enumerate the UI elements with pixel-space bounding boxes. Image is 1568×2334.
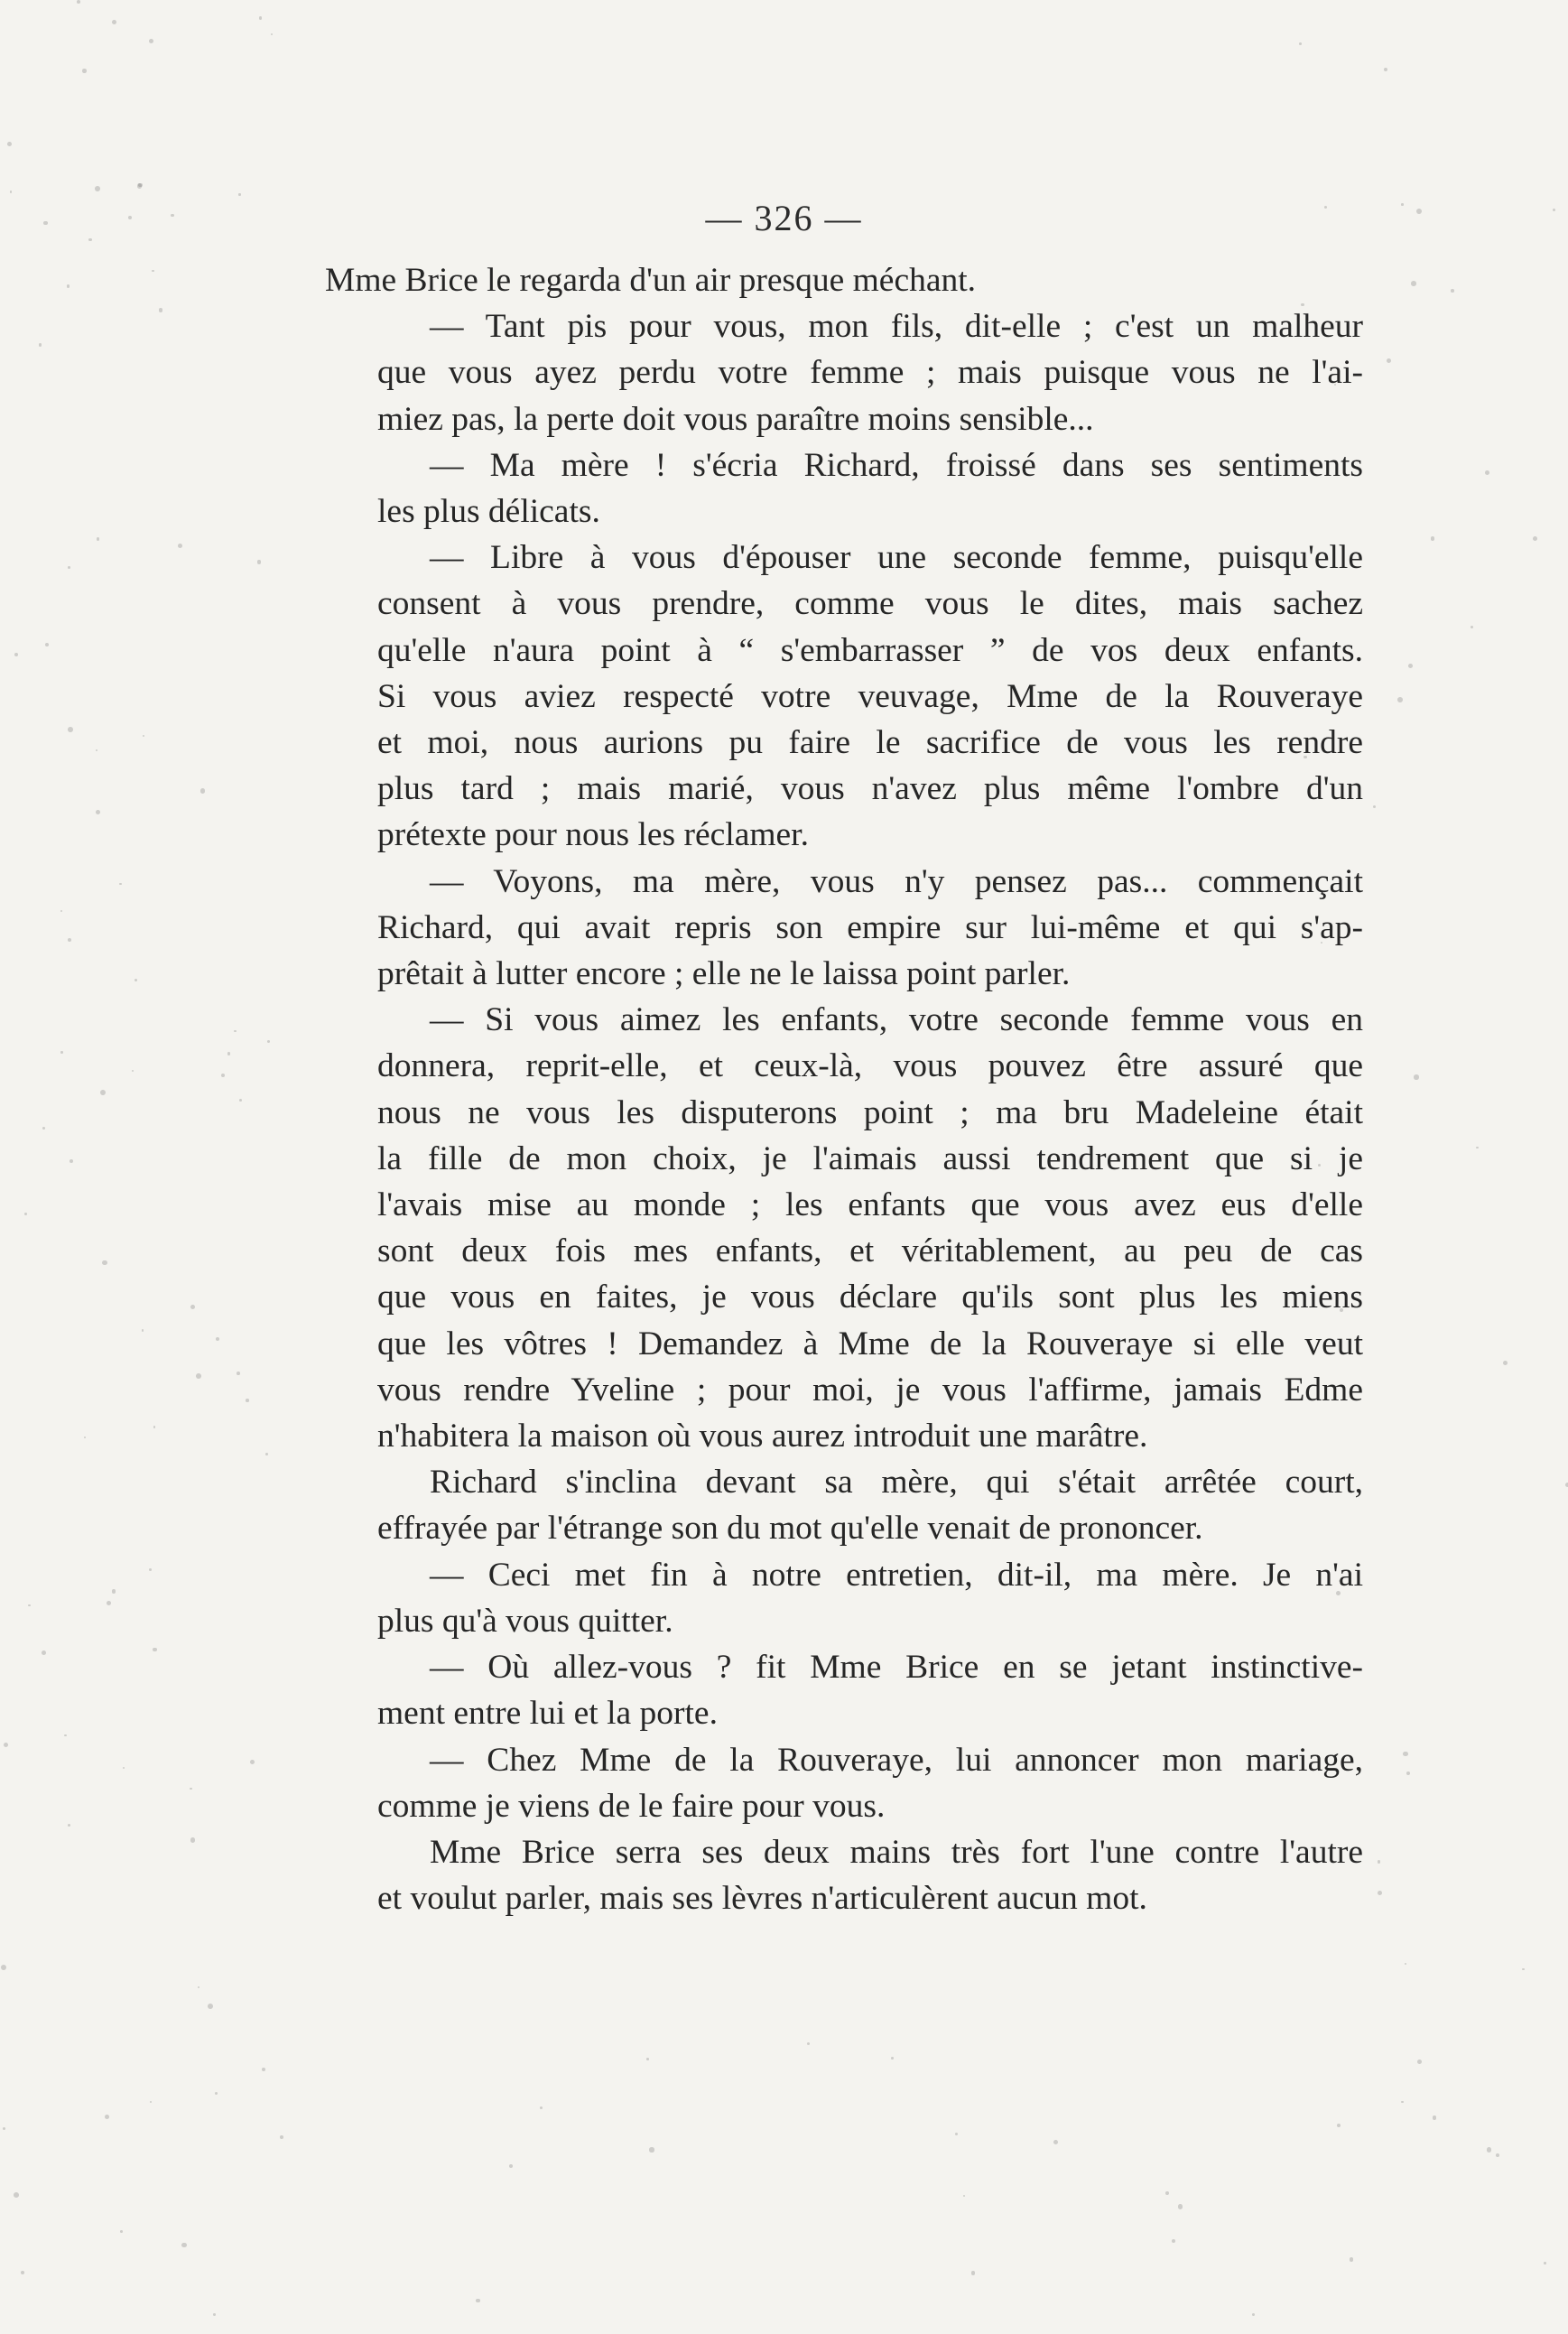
paper-speckle: [1340, 1308, 1343, 1312]
paper-speckle: [1350, 2257, 1354, 2262]
text-line: — Où allez-vous ? fit Mme Brice en se jetant instinctive-: [430, 1649, 1363, 1687]
text-line: et voulut parler, mais ses lèvres n'articulèrent aucun mot.: [377, 1880, 1147, 1918]
paper-speckle: [68, 727, 73, 732]
paper-speckle: [143, 735, 144, 737]
text-line: l'avais mise au monde ; les enfants que vous avez eus d'elle: [377, 1186, 1363, 1224]
text-line: plus qu'à vous quitter.: [377, 1602, 673, 1640]
paper-speckle: [257, 560, 262, 564]
paper-speckle: [963, 2195, 965, 2197]
text-line: miez pas, la perte doit vous paraître moins sensible...: [377, 400, 1094, 438]
paper-speckle: [190, 1837, 196, 1843]
paper-speckle: [213, 2313, 215, 2315]
paper-speckle: [271, 33, 273, 35]
paper-speckle: [3, 2127, 5, 2130]
paper-speckle: [1485, 470, 1489, 475]
paper-speckle: [96, 749, 98, 752]
paper-speckle: [68, 1824, 70, 1827]
text-line: sont deux fois mes enfants, et véritablement, au peu de cas: [377, 1232, 1363, 1270]
paper-speckle: [1544, 2262, 1546, 2264]
text-line: Richard s'inclina devant sa mère, qui s'était arrêtée court,: [430, 1464, 1363, 1502]
text-line: — Tant pis pour vous, mon fils, dit-elle ; c'est un malheur: [430, 308, 1363, 346]
text-line: et moi, nous aurions pu faire le sacrifice de vous les rendre: [377, 724, 1363, 762]
paper-speckle: [1384, 68, 1387, 71]
paragraph: [325, 535, 1363, 858]
text-line: prétexte pour nous les réclamer.: [377, 816, 809, 854]
paper-speckle: [60, 910, 62, 912]
paper-speckle: [1417, 2060, 1422, 2064]
paper-speckle: [190, 1305, 195, 1309]
text-line: comme je viens de le faire pour vous.: [377, 1787, 886, 1825]
paper-speckle: [178, 544, 182, 548]
paper-speckle: [200, 788, 206, 794]
paper-speckle: [39, 343, 42, 346]
paper-speckle: [208, 2004, 213, 2009]
paragraph: [325, 1459, 1363, 1551]
text-line: — Ma mère ! s'écria Richard, froissé dans ses sentiments: [430, 446, 1363, 484]
paper-speckle: [1053, 2140, 1058, 2144]
paper-speckle: [1503, 1361, 1508, 1365]
text-line: — Voyons, ma mère, vous n'y pensez pas... commençait: [430, 862, 1363, 900]
paper-speckle: [1299, 42, 1302, 45]
paper-speckle: [1533, 536, 1537, 541]
paper-speckle: [123, 1767, 125, 1769]
paper-speckle: [1373, 805, 1376, 808]
paper-speckle: [112, 20, 116, 24]
paper-speckle: [24, 1213, 27, 1215]
paper-speckle: [1165, 2191, 1169, 2195]
page-number: — 326 —: [705, 198, 863, 238]
paper-speckle: [112, 1589, 116, 1594]
text-line: Si vous aviez respecté votre veuvage, Mme de la Rouveraye: [377, 677, 1363, 715]
paper-speckle: [891, 2057, 894, 2060]
paper-speckle: [100, 1090, 106, 1095]
paper-speckle: [1496, 2153, 1499, 2157]
paper-speckle: [1451, 289, 1454, 293]
paper-speckle: [1411, 281, 1416, 286]
paper-speckle: [227, 1052, 231, 1055]
paper-speckle: [14, 2192, 19, 2198]
text-line: — Ceci met fin à notre entretien, dit-il, ma mère. Je n'ai: [430, 1556, 1363, 1594]
paper-speckle: [1433, 2115, 1437, 2120]
paper-speckle: [1378, 1860, 1380, 1863]
paragraph: [325, 442, 1363, 535]
paper-speckle: [238, 193, 240, 195]
text-line: plus tard ; mais marié, vous n'avez plus même l'ombre d'un: [377, 770, 1363, 808]
paper-speckle: [1318, 1164, 1321, 1167]
paper-speckle: [105, 2115, 109, 2119]
paper-speckle: [42, 1651, 46, 1655]
paper-speckle: [150, 2101, 152, 2103]
paper-speckle: [67, 284, 70, 287]
paper-speckle: [96, 810, 101, 815]
paper-speckle: [159, 308, 163, 312]
paper-speckle: [955, 2133, 958, 2135]
paragraph: [325, 997, 1363, 1459]
paper-speckle: [971, 2271, 976, 2275]
paper-speckle: [1414, 1074, 1418, 1079]
paper-speckle: [1336, 1591, 1341, 1595]
paper-speckle: [540, 2106, 543, 2109]
paper-speckle: [7, 142, 12, 146]
paragraph: [325, 1644, 1363, 1736]
text-line: que les vôtres ! Demandez à Mme de la Rouveraye si elle veut: [377, 1325, 1363, 1362]
paper-speckle: [1387, 358, 1391, 363]
paper-speckle: [198, 1986, 199, 1988]
text-line: Mme Brice le regarda d'un air presque méchant.: [325, 262, 977, 299]
paper-speckle: [221, 1074, 225, 1077]
paper-speckle: [649, 2147, 654, 2152]
paper-speckle: [1397, 697, 1403, 702]
text-line: la fille de mon choix, je l'aimais aussi tendrement que si je: [377, 1139, 1363, 1177]
text-line: — Libre à vous d'épouser une seconde femme, puisqu'elle: [430, 539, 1363, 577]
paper-speckle: [88, 238, 92, 242]
text-line: n'habitera la maison où vous aurez introduit une marâtre.: [377, 1418, 1148, 1455]
paper-speckle: [239, 1099, 242, 1102]
paper-speckle: [84, 1437, 86, 1438]
paper-speckle: [149, 1568, 152, 1571]
paragraph: [325, 303, 1363, 442]
paper-speckle: [1178, 2204, 1183, 2209]
text-line: les plus délicats.: [377, 493, 600, 531]
paper-speckle: [259, 16, 262, 19]
paper-speckle: [64, 1734, 67, 1737]
paragraph: [325, 1829, 1363, 1921]
paper-speckle: [43, 221, 47, 225]
paper-speckle: [246, 1399, 249, 1402]
text-line: que vous en faites, je vous déclare qu'ils sont plus les miens: [377, 1279, 1363, 1316]
paper-speckle: [135, 979, 137, 981]
text-line: nous ne vous les disputerons point ; ma bru Madeleine était: [377, 1093, 1363, 1131]
paper-speckle: [1403, 1752, 1407, 1756]
text-line: ment entre lui et la porte.: [377, 1695, 718, 1733]
paper-speckle: [265, 1453, 268, 1455]
paper-speckle: [509, 2164, 513, 2168]
paper-speckle: [190, 1788, 191, 1790]
paper-speckle: [82, 69, 86, 72]
paragraph: [325, 859, 1363, 998]
paper-speckle: [95, 186, 100, 191]
paper-speckle: [196, 1373, 201, 1379]
paper-speckle: [68, 938, 71, 942]
paper-speckle: [138, 183, 142, 187]
paper-speckle: [119, 883, 122, 886]
paper-speckle: [153, 1426, 155, 1427]
paragraph: [325, 1737, 1363, 1829]
text-line: qu'elle n'aura point à “ s'embarrasser ” de vos deux enfants.: [377, 631, 1363, 669]
paper-speckle: [250, 1760, 255, 1765]
paper-speckle: [21, 2271, 24, 2274]
paper-speckle: [216, 1337, 219, 1341]
paper-speckle: [77, 0, 80, 4]
paper-speckle: [1476, 1147, 1478, 1148]
paper-speckle: [476, 2299, 480, 2303]
paper-speckle: [132, 1070, 134, 1072]
paper-speckle: [267, 1040, 270, 1043]
paper-speckle: [4, 1743, 8, 1747]
paper-speckle: [234, 1030, 236, 1032]
paper-speckle: [1304, 756, 1306, 758]
page-body-text: [325, 257, 1363, 1921]
paper-speckle: [142, 1329, 144, 1332]
paper-speckle: [14, 653, 18, 656]
paper-speckle: [68, 566, 70, 569]
paper-speckle: [1405, 1963, 1406, 1965]
paper-speckle: [1378, 1891, 1382, 1895]
paper-speckle: [45, 643, 49, 646]
paragraph: [325, 1552, 1363, 1644]
paper-speckle: [280, 2135, 283, 2139]
paper-speckle: [1408, 664, 1413, 668]
text-line: vous rendre Yveline ; pour moi, je vous l'affirme, jamais Edme: [377, 1371, 1363, 1409]
paper-speckle: [237, 1372, 240, 1375]
text-line: consent à vous prendre, comme vous le dites, mais sachez: [377, 585, 1363, 623]
paper-speckle: [152, 270, 154, 273]
paper-speckle: [1172, 2239, 1175, 2243]
paper-speckle: [97, 537, 99, 540]
paper-speckle: [1471, 626, 1473, 628]
paper-speckle: [807, 2042, 811, 2046]
paper-speckle: [70, 1159, 73, 1163]
paper-speckle: [107, 1601, 111, 1605]
text-line: Richard, qui avait repris son empire sur lui-même et qui s'ap-: [377, 908, 1363, 946]
paper-speckle: [1301, 303, 1304, 306]
paper-speckle: [1522, 1968, 1525, 1971]
paper-speckle: [120, 2230, 123, 2233]
paper-speckle: [215, 2092, 218, 2095]
text-line: effrayée par l'étrange son du mot qu'elle venait de prononcer.: [377, 1510, 1203, 1548]
paper-speckle: [149, 39, 153, 43]
paper-speckle: [1487, 2147, 1492, 2153]
paper-speckle: [10, 191, 12, 192]
text-line: prêtait à lutter encore ; elle ne le laissa point parler.: [377, 955, 1071, 993]
paper-speckle: [181, 2243, 186, 2247]
paper-speckle: [28, 1604, 31, 1607]
paper-speckle: [262, 2068, 265, 2071]
text-line: que vous ayez perdu votre femme ; mais puisque vous ne l'ai-: [377, 354, 1363, 392]
paper-speckle: [646, 2058, 649, 2060]
text-line: donnera, reprit-elle, et ceux-là, vous pouvez être assuré que: [377, 1047, 1363, 1085]
paper-speckle: [1431, 536, 1435, 541]
text-line: Mme Brice serra ses deux mains très fort l'une contre l'autre: [430, 1833, 1363, 1871]
paper-speckle: [1252, 2313, 1255, 2316]
paper-speckle: [1401, 2101, 1404, 2104]
text-line: — Chez Mme de la Rouveraye, lui annoncer mon mariage,: [430, 1741, 1363, 1779]
text-line: — Si vous aimez les enfants, votre seconde femme vous en: [430, 1001, 1363, 1039]
paragraph: [325, 257, 1363, 303]
paper-speckle: [42, 1127, 45, 1130]
paper-speckle: [102, 1260, 107, 1266]
paper-speckle: [60, 1051, 62, 1053]
paper-speckle: [153, 1648, 157, 1652]
paper-speckle: [1, 1965, 6, 1970]
paper-speckle: [1337, 2124, 1341, 2127]
paper-speckle: [1401, 203, 1404, 206]
paper-speckle: [1406, 1771, 1411, 1776]
